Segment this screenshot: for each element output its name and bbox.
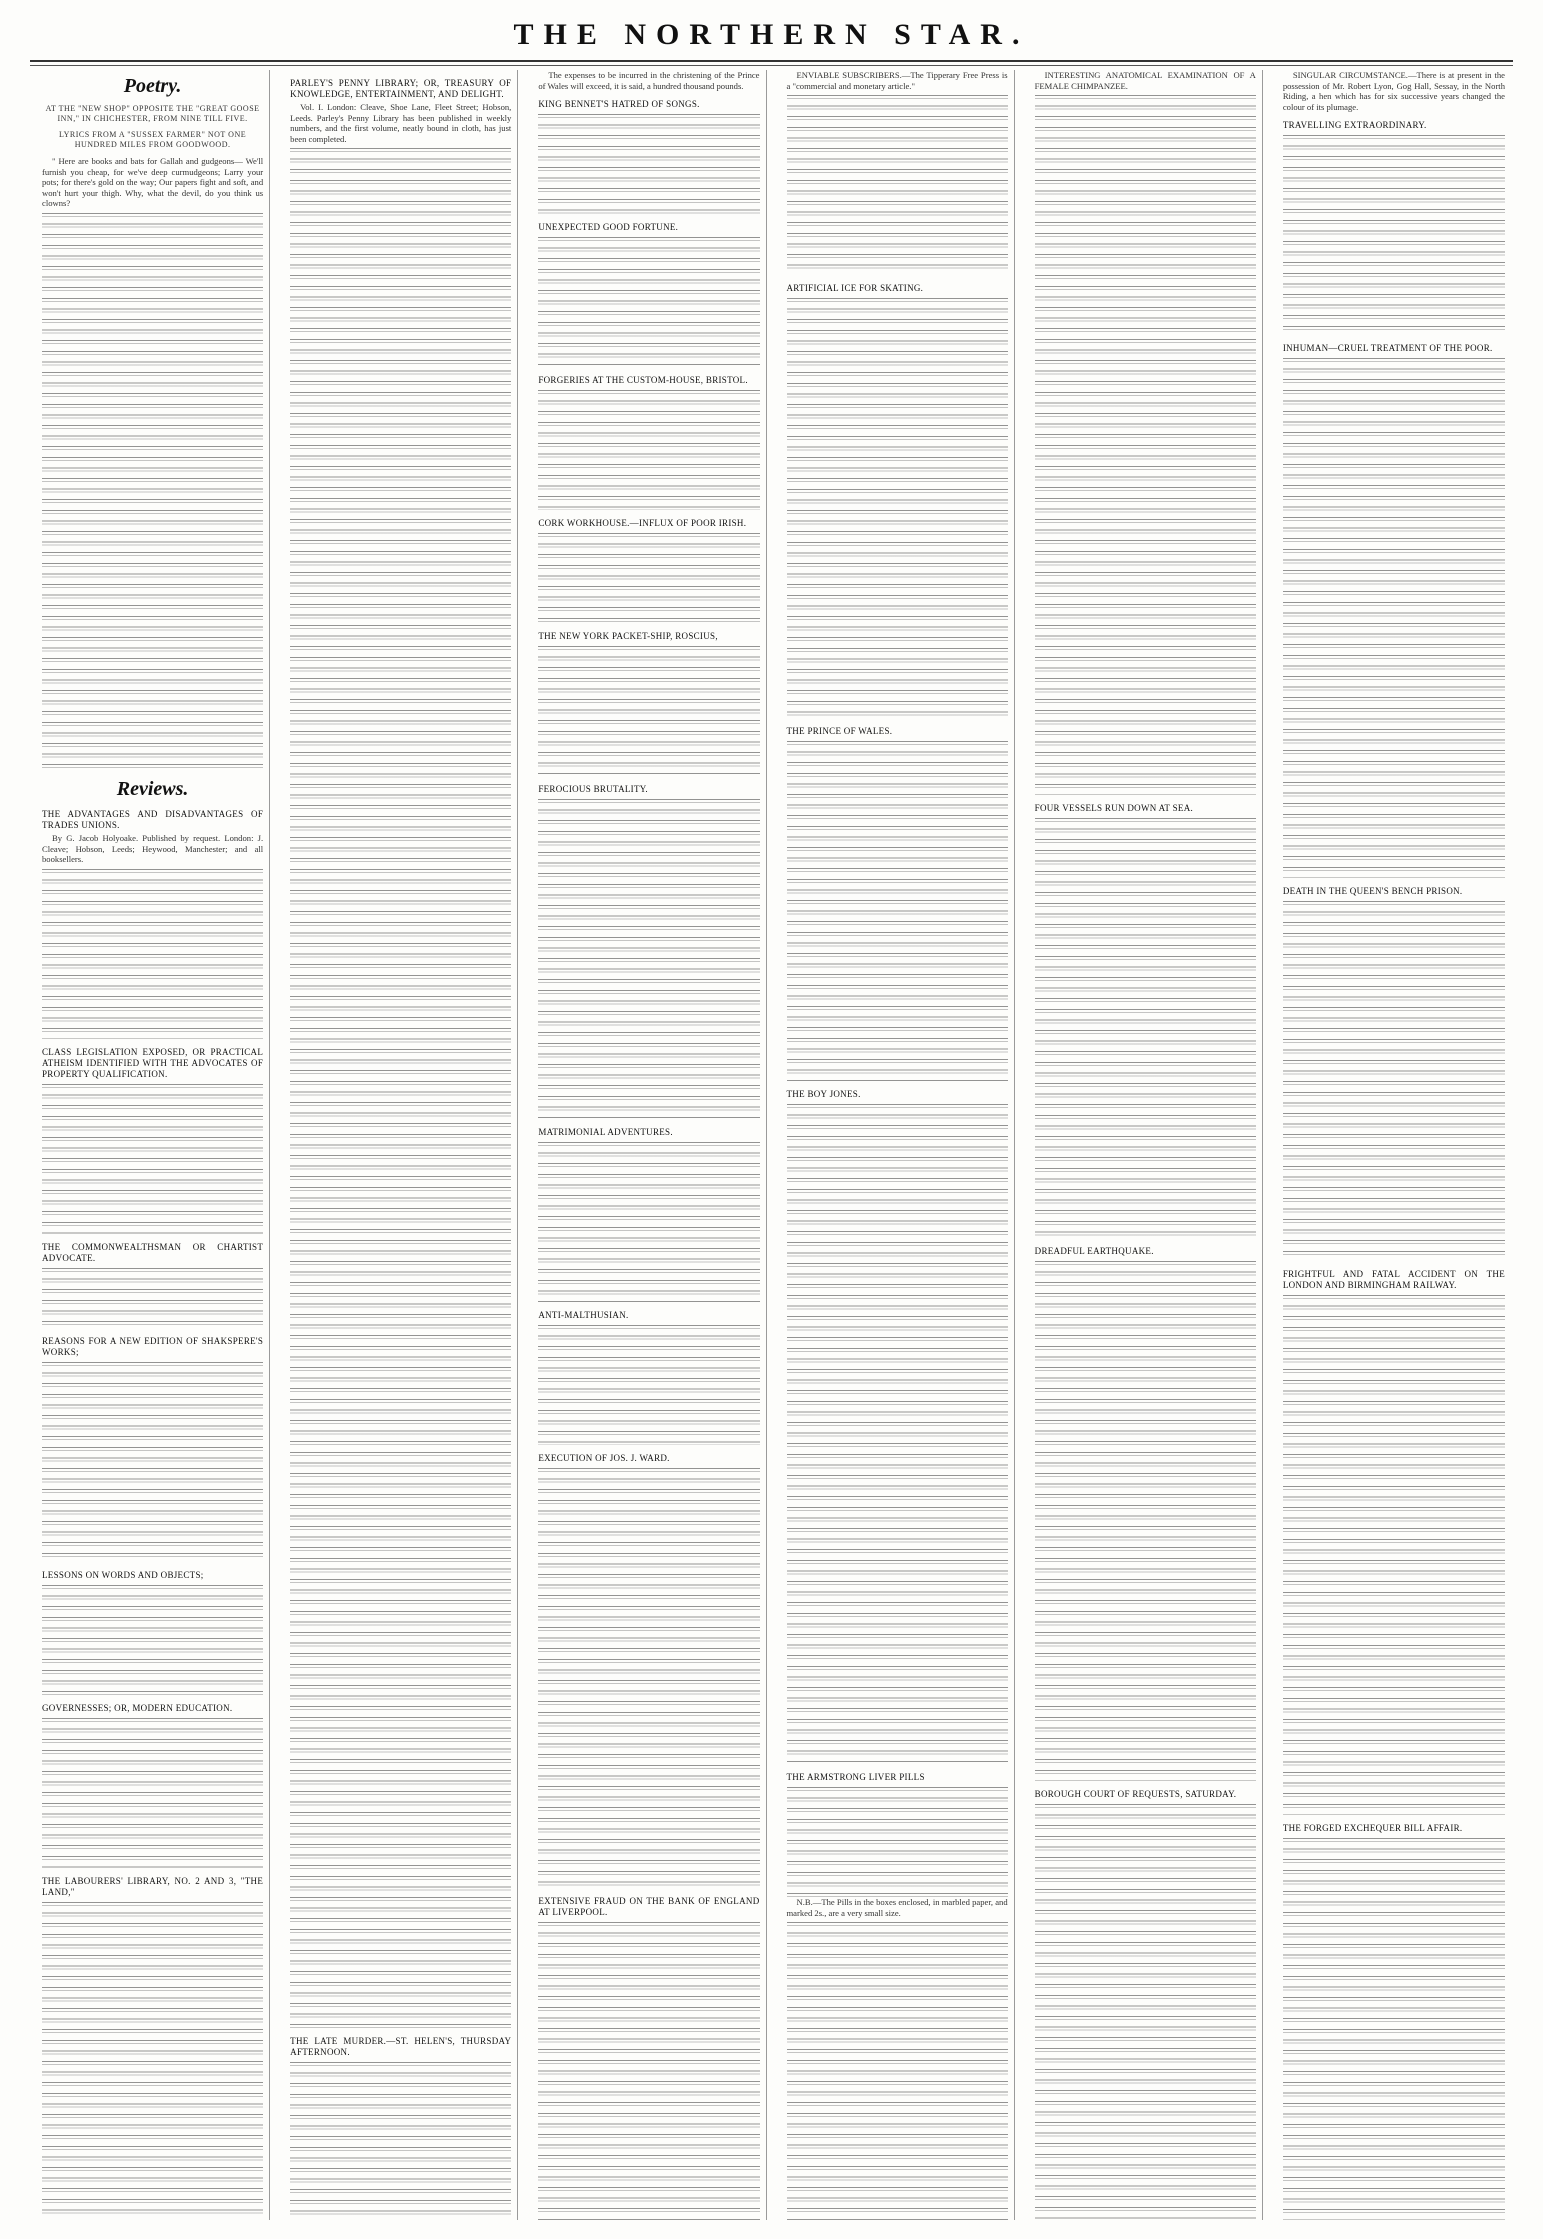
article-heading-bank-fraud: EXTENSIVE FRAUD ON THE BANK OF ENGLAND AT LIVERPOOL.: [538, 1896, 760, 1918]
review-heading-governesses: GOVERNESSES; OR, MODERN EDUCATION.: [42, 1702, 233, 1713]
article-heading-forgeries: FORGERIES AT THE CUSTOM-HOUSE, BRISTOL.: [538, 375, 748, 386]
article-body-text: [1283, 358, 1505, 878]
article-body-text: [787, 741, 1008, 1081]
article-heading-cruel-treatment: INHUMAN—CRUEL TREATMENT OF THE POOR.: [1282, 343, 1493, 354]
article-heading-boy-jones: THE BOY JONES.: [786, 1089, 861, 1100]
column-6: [1277, 70, 1511, 2220]
review-heading-class-legislation: CLASS LEGISLATION EXPOSED, OR PRACTICAL ATHEISM IDENTIFIED WITH THE ADVOCATES OF PROPERTY QUALIFICATION.: [42, 1046, 264, 1079]
article-heading-queens-bench: DEATH IN THE QUEEN'S BENCH PRISON.: [1282, 886, 1463, 897]
article-heading-good-fortune: UNEXPECTED GOOD FORTUNE.: [538, 222, 679, 233]
article-heading-roscius: THE NEW YORK PACKET-SHIP, ROSCIUS,: [538, 631, 718, 642]
article-heading-earthquake: DREADFUL EARTHQUAKE.: [1034, 1246, 1154, 1257]
article-text-subscribers: ENVIABLE SUBSCRIBERS.—The Tipperary Free Press is a "commercial and monetary article.": [786, 70, 1008, 91]
article-body-text: [538, 390, 759, 510]
article-heading-prince-of-wales: THE PRINCE OF WALES.: [786, 726, 893, 737]
review-body-text: [42, 1268, 263, 1328]
review-heading-labourers-library: THE LABOURERS' LIBRARY, NO. 2 AND 3, "THE LAND,": [42, 1875, 264, 1897]
article-body-text: [538, 114, 759, 214]
section-heading-poetry: Poetry.: [123, 75, 182, 97]
article-heading-cork-workhouse: CORK WORKHOUSE.—INFLUX OF POOR IRISH.: [538, 518, 747, 529]
article-body-text: [538, 799, 759, 1119]
masthead-rule: [30, 60, 1513, 62]
article-body-text: [787, 1787, 1008, 1897]
article-heading-travelling: TRAVELLING EXTRAORDINARY.: [1282, 120, 1427, 131]
review-heading-lessons: LESSONS ON WORDS AND OBJECTS;: [42, 1569, 204, 1580]
article-body-text: [787, 298, 1008, 718]
article-body-text: [1283, 1295, 1505, 1815]
article-text-christening: The expenses to be incurred in the christening of the Prince of Wales will exceed, it is said, a hundred thousand pounds.: [538, 70, 760, 91]
columns-grid: [36, 70, 1511, 2220]
article-body-text: [787, 1922, 1008, 2220]
review-heading-trades-unions: THE ADVANTAGES AND DISADVANTAGES OF TRADES UNIONS.: [42, 808, 264, 830]
review-body-text: [42, 1362, 263, 1562]
masthead-title: THE NORTHERN STAR.: [513, 18, 1030, 51]
poem-subheading: LYRICS FROM A "SUSSEX FARMER" NOT ONE HUNDRED MILES FROM GOODWOOD.: [59, 130, 247, 149]
masthead-rule-thin: [30, 65, 1513, 66]
article-heading-artificial-ice: ARTIFICIAL ICE FOR SKATING.: [786, 283, 924, 294]
article-heading-liver-pills: THE ARMSTRONG LIVER PILLS: [786, 1772, 925, 1783]
article-body-text: [538, 1468, 759, 1888]
article-heading-anti-malthusian: ANTI-MALTHUSIAN.: [538, 1310, 629, 1321]
article-body-text: [538, 1922, 759, 2220]
column-2: [284, 70, 518, 2220]
article-heading-ferocious-brutality: FEROCIOUS BRUTALITY.: [538, 784, 648, 795]
review-body-text: [42, 1902, 263, 2220]
article-heading-railway-accident: FRIGHTFUL AND FATAL ACCIDENT ON THE LONDON AND BIRMINGHAM RAILWAY.: [1282, 1269, 1505, 1291]
article-heading-matrimonial: MATRIMONIAL ADVENTURES.: [538, 1127, 673, 1138]
review-text-trades-unions: By G. Jacob Holyoake. Published by request. London: J. Cleave; Hobson, Leeds; Heywood, Manchester; and all booksellers.: [42, 832, 264, 865]
article-heading-execution: EXECUTION OF JOS. J. WARD.: [538, 1453, 670, 1464]
article-heading-parleys-library: PARLEY'S PENNY LIBRARY; OR, TREASURY OF KNOWLEDGE, ENTERTAINMENT, AND DELIGHT.: [290, 78, 512, 99]
article-body-text: [290, 148, 511, 2028]
article-heading-vessels: FOUR VESSELS RUN DOWN AT SEA.: [1034, 803, 1194, 814]
article-body-text: [1035, 818, 1256, 1238]
article-body-text: [1283, 135, 1505, 335]
article-text-parleys-library: Vol. I. London: Cleave, Shoe Lane, Fleet Street; Hobson, Leeds. Parley's Penny Library has been published in weekly numbers, and the first volume, neatly bound in cloth, has just been completed.: [290, 102, 512, 144]
article-body-text: [1035, 95, 1256, 795]
review-heading-shakspere: REASONS FOR A NEW EDITION OF SHAKSPERE'S WORKS;: [42, 1335, 264, 1357]
article-body-text: [290, 2062, 511, 2220]
article-body-text: [538, 1142, 759, 1302]
column-4: [781, 70, 1015, 2220]
article-body-text: [538, 1325, 759, 1445]
article-heading-late-murder: THE LATE MURDER.—ST. HELEN'S, THURSDAY AFTERNOON.: [290, 2036, 512, 2058]
review-body-text: [42, 1718, 263, 1868]
article-body-text: [787, 1104, 1008, 1764]
article-text-singular-circumstance: SINGULAR CIRCUMSTANCE.—There is at present in the possession of Mr. Robert Lyon, Gog Hall, Sessay, in the North Riding, a hen which has for six successive years changed the colour of its plumage.: [1282, 70, 1505, 112]
article-body-text: [538, 533, 759, 623]
article-heading-exchequer-bill: THE FORGED EXCHEQUER BILL AFFAIR.: [1282, 1823, 1463, 1834]
review-body-text: [42, 869, 263, 1039]
article-body-text: [1283, 1838, 1505, 2220]
poem-heading: AT THE "NEW SHOP" OPPOSITE THE "GREAT GOOSE INN," IN CHICHESTER, FROM NINE TILL FIVE.: [45, 104, 260, 123]
article-body-text: [538, 237, 759, 367]
review-heading-commonwealthsman: THE COMMONWEALTHSMAN OR CHARTIST ADVOCATE.: [42, 1241, 264, 1263]
column-5: [1029, 70, 1263, 2220]
article-body-text: [787, 95, 1008, 275]
article-body-text: [538, 646, 759, 776]
poem-body-text: [42, 213, 263, 773]
article-heading-court-of-requests: BOROUGH COURT OF REQUESTS, SATURDAY.: [1034, 1789, 1237, 1800]
article-footnote-pills: N.B.—The Pills in the boxes enclosed, in marbled paper, and marked 2s., are a very small size.: [786, 1897, 1008, 1918]
review-body-text: [42, 1084, 263, 1234]
review-body-text: [42, 1585, 263, 1695]
article-body-text: [1035, 1261, 1256, 1781]
column-3: [532, 70, 766, 2220]
poem-lines: " Here are books and bats for Gallah and gudgeons— We'll furnish you cheap, for we've deep curmudgeons; Larry your pots; for there's gold on the way; Our papers fight and soft, and won't hurt your thigh. Why, what the devil, do you think us clowns?: [42, 156, 264, 209]
column-1: [36, 70, 270, 2220]
article-heading-songs: KING BENNET'S HATRED OF SONGS.: [538, 99, 700, 110]
article-body-text: [1035, 1804, 1256, 2220]
article-body-text: [1283, 901, 1505, 1261]
article-text-chimpanzee: INTERESTING ANATOMICAL EXAMINATION OF A FEMALE CHIMPANZEE.: [1034, 70, 1256, 91]
section-heading-reviews: Reviews.: [116, 777, 189, 800]
